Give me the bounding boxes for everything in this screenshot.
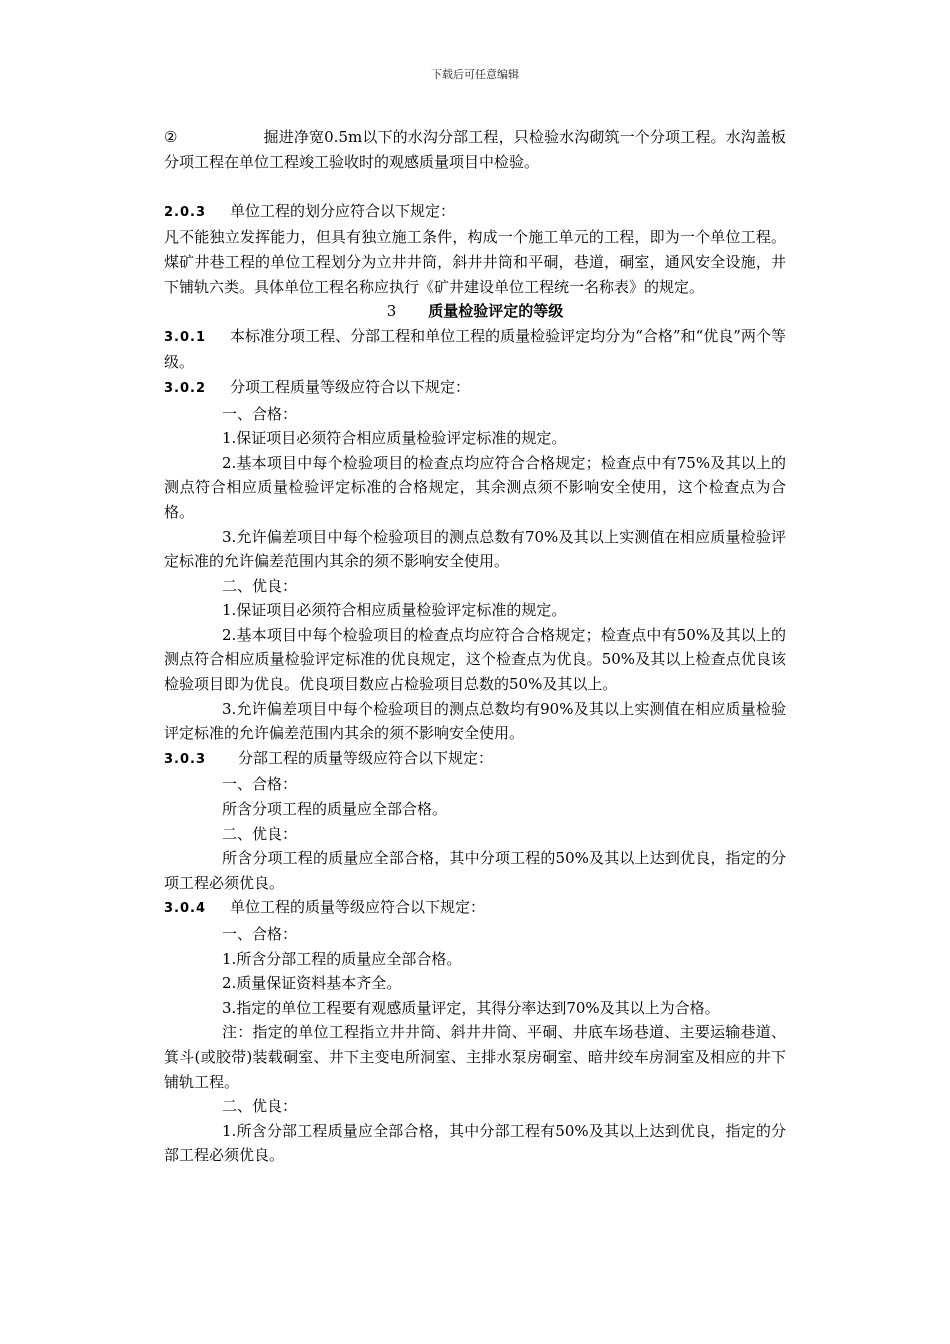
clause-2-0-3-body: 凡不能独立发挥能力，但具有独立施工条件，构成一个施工单元的工程，即为一个单位工程。煤矿井巷工程的单位工程划分为立井井筒，斜井井筒和平硐，巷道，硐室，通风安全设施，井下铺轨六类。具体单位工程名称应执行《矿井建设单位工程统一名称表》的规定。 (164, 228, 786, 296)
list-heading-excellent: 二、优良： (222, 824, 298, 843)
list-item: 1.保证项目必须符合相应质量检验评定标准的规定。 (222, 429, 567, 448)
clause-3-0-3-heading: 3.0.3 分部工程的质量等级应符合以下规定： (164, 748, 494, 767)
list-item: 2.基本项目中每个检验项目的检查点均应符合合格规定；检查点中有75%及其以上的测点符合相应质量检验评定标准的合格规定，其余测点须不影响安全使用，这个检查点为合格。 (164, 453, 786, 521)
clause-3-0-1: 3.0.1 本标准分项工程、分部工程和单位工程的质量检验评定均分为“合格”和“优良”两个等级。 (164, 326, 786, 372)
note: 注：指定的单位工程指立井井筒、斜井井筒、平硐、井底车场巷道、主要运输巷道、箕斗(或胶带)装载硐室、井下主变电所洞室、主排水泵房硐室、暗井绞车房洞室及相应的井下铺轨工程。 (164, 1023, 786, 1091)
blank-line (164, 174, 786, 199)
list-heading-excellent: 二、优良： (222, 576, 298, 595)
clause-number: 3.0.1 (164, 329, 207, 345)
list-heading-pass: 一、合格： (222, 775, 298, 794)
page-header: 下载后可任意编辑 (431, 68, 519, 81)
list-item: 所含分项工程的质量应全部合格。 (222, 800, 448, 819)
list-item: 所含分项工程的质量应全部合格，其中分项工程的50%及其以上达到优良，指定的分项工程必须优良。 (164, 849, 786, 892)
list-heading-pass: 一、合格： (222, 925, 298, 943)
list-item: 2.质量保证资料基本齐全。 (222, 974, 402, 993)
list-heading-pass: 一、合格： (222, 404, 298, 423)
section-number: 3 (386, 302, 397, 321)
document-body (164, 125, 786, 1168)
clause-number: 3.0.2 (164, 380, 207, 396)
list-item: 1.所含分部工程的质量应全部合格。 (222, 949, 462, 968)
clause-2-0-3-heading: 2.0.3 单位工程的划分应符合以下规定： (164, 201, 456, 220)
clause-3-0-4-heading: 3.0.4 单位工程的质量等级应符合以下规定： (164, 898, 486, 917)
list-item: 2.基本项目中每个检验项目的检查点均应符合合格规定；检查点中有50%及其以上的测点符合相应质量检验评定标准的优良规定，这个检查点为优良。50%及其以上检查点优良该检验项目即为优良。优良项目数应占检验项目总数的50%及其以上。 (164, 625, 786, 694)
section-3-title: 3 质量检验评定的等级 (386, 302, 564, 321)
list-item: 1.所含分部工程质量应全部合格，其中分部工程有50%及其以上达到优良，指定的分部工程必须优良。 (164, 1121, 786, 1165)
list-item: 3.允许偏差项目中每个检验项目的测点总数有70%及其以上实测值在相应质量检验评定标准的允许偏差范围内其余的须不影响安全使用。 (164, 527, 786, 571)
paragraph-item-2: ② 掘进净宽0.5m以下的水沟分部工程，只检验水沟砌筑一个分项工程。水沟盖板分项工程在单位工程竣工验收时的观感质量项目中检验。 (164, 128, 786, 171)
circled-number-2: ② (164, 128, 178, 146)
list-heading-excellent: 二、优良： (222, 1097, 298, 1116)
clause-number: 2.0.3 (164, 204, 207, 220)
clause-3-0-2-heading: 3.0.2 分项工程质量等级应符合以下规定： (164, 377, 471, 396)
list-item: 3.允许偏差项目中每个检验项目的测点总数均有90%及其以上实测值在相应质量检验评定标准的允许偏差范围内其余的须不影响安全使用。 (164, 699, 786, 743)
clause-number: 3.0.4 (164, 901, 207, 917)
list-item: 3.指定的单位工程要有观感质量评定，其得分率达到70%及其以上为合格。 (222, 998, 720, 1017)
clause-number: 3.0.3 (164, 751, 207, 767)
list-item: 1.保证项目必须符合相应质量检验评定标准的规定。 (222, 601, 567, 620)
